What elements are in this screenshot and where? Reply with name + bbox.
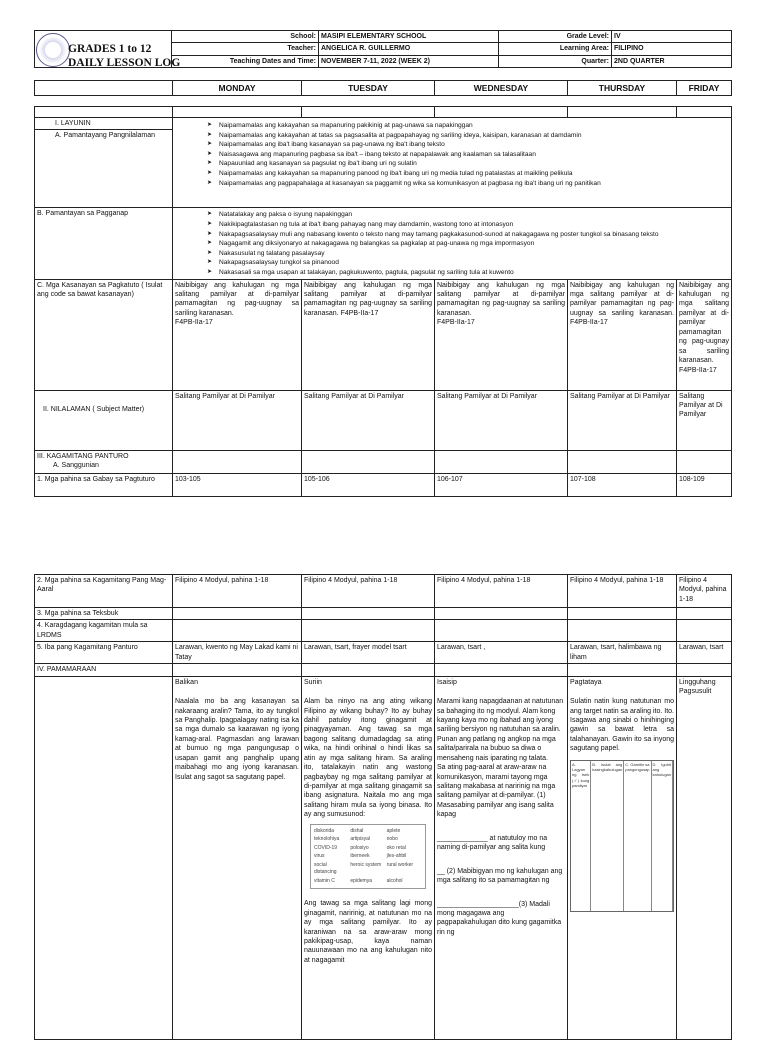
fill-blank-2: __ (2) Mabibigyan mo ng kahulugan ang mga salitang ito sa pamamagitan ng (437, 867, 563, 885)
word-list-box (310, 824, 426, 890)
list-item: ➤ Naipamamalas ang kakayahan at tatas sa pagsasalita at pagpapahayag ng sariling ideya, kaisipan, karanasan at damdamin (219, 131, 729, 141)
area-label: Learning Area: (499, 43, 612, 55)
day-friday: FRIDAY (677, 81, 732, 96)
nilalaman-label: II. NILALAMAN ( Subject Matter) (35, 390, 173, 450)
procedure-text: Ang tawag sa mga salitang lagi mong ginagamit, naririnig, at natutunan mo na ay mga salitang pamilyar. Ito ay karaniwan na sa araw-araw mong pakikipag-usap, kaya naman nauunawaan mo na ang kahulugan nito at nagagamit (304, 900, 432, 964)
teacher-value: ANGELICA R. GUILLERMO (319, 43, 499, 55)
layunin-title: I. LAYUNIN (35, 118, 173, 130)
gabay-friday: 108-109 (677, 473, 732, 496)
iba-monday: Larawan, kwento ng May Lakad kami ni Tatay (173, 642, 302, 664)
list-item: ➤ Naipamamalas ang pagpapahalaga at kasanayan sa paggamit ng wika sa komunikasyon at pagbasa ng iba't ibang uri ng panitikan (219, 179, 729, 189)
content-standards-list (175, 121, 729, 188)
lesson-table-part2 (34, 574, 732, 1040)
word-item: virus (314, 853, 325, 860)
nilalaman-friday: Salitang Pamilyar at Di Pamilyar (677, 390, 732, 450)
competency-text: Naibibigay ang kahulugan ng mga salitang pamilyar at di-pamilyar pamamagitan ng pag-uugnay sa sariling karanasan. (679, 281, 729, 365)
word-item: oko retal (386, 844, 406, 851)
competency-code: F4PB-IIa-17 (340, 309, 379, 317)
list-item: ➤ Nakasusulat ng talatang pasalaysay (219, 249, 729, 259)
list-item: ➤ Nakapagsasalaysay tungkol sa pinanood (219, 258, 729, 268)
competency-code: F4PB-IIa-17 (679, 366, 717, 374)
header-table (34, 30, 732, 68)
lesson-table-part1 (34, 106, 732, 497)
worksheet-col: A. Lagyan ng tsek (✓) kung pamilyar (571, 761, 591, 911)
assessment-worksheet-image (570, 760, 674, 912)
gabay-tuesday: 105-106 (302, 473, 435, 496)
day-monday: MONDAY (173, 81, 302, 96)
list-item: ➤ Naipamamalas ang kakayahan sa mapanuring pakikinig at pag-unawa sa napakinggan (219, 121, 729, 131)
school-value: MASIPI ELEMENTARY SCHOOL (319, 31, 499, 43)
gabay-label: 1. Mga pahina sa Gabay sa Pagtuturo (35, 473, 173, 496)
list-item: ➤ Natatalakay ang paksa o isyung napakinggan (219, 210, 729, 220)
list-item: ➤ Naisasagawa ang mapanuring pagbasa sa iba't – ibang teksto at napapalawak ang kaalaman sa talasalitaan (219, 150, 729, 160)
nilalaman-tuesday: Salitang Pamilyar at Di Pamilyar (302, 390, 435, 450)
kagamitan-label (35, 450, 173, 473)
quarter-label: Quarter: (499, 55, 612, 67)
competency-thursday (568, 279, 677, 390)
competency-text: Naibibigay ang kahulugan ng mga salitang pamilyar at di-pamilyar pamamagitan ng pag-uugnay sa sariling karanasan. (175, 281, 299, 317)
nilalaman-thursday: Salitang Pamilyar at Di Pamilyar (568, 390, 677, 450)
content-standards-label: A. Pamantayang Pangnilalaman (35, 130, 173, 208)
competency-tuesday (302, 279, 435, 390)
worksheet-col: B. Isulat ang kasingkahulugan (591, 761, 624, 911)
procedure-thursday (568, 676, 677, 1039)
fill-blank-3: _____________________(3) Madali mong magagawa ang pagpapakahulugan dito kung gagamitka rin ng (437, 900, 562, 936)
competency-code: F4PB-IIa-17 (175, 319, 213, 327)
gabay-monday: 103-105 (173, 473, 302, 496)
competency-text: Naibibigay ang kahulugan ng mga salitang pamilyar at di-pamilyar pamamagitan ng pag-uugnay sa sariling karanasan. (570, 281, 674, 317)
word-item: COVID-19 (314, 844, 338, 851)
performance-standards-label: B. Pamantayan sa Pagganap (35, 208, 173, 279)
procedure-text: Sa ating pag-aaral at araw-araw na komunikasyon, marami tayong mga salitang makabasa at naririnig na mga salitang pamilyar at di-pamilyar. (1) Masasabing pamilyar ang isang salita kapag (437, 764, 556, 819)
list-item: ➤ Naipamamalas ang kakayahan sa mapanuring panood ng iba't ibang uri ng media tulad ng patalastas at maikling pelikula (219, 169, 729, 179)
procedure-text: Sulatin natin kung natutunan mo ang target natin sa araling ito. Ito. Isagawa ang sinabi o hinihinging gawin sa bawat letra sa talahanayan. Gawin ito sa inyong sagutang papel. (570, 698, 674, 753)
procedure-text: Naalala mo ba ang kasanayan sa nakaraang aralin? Tama, ito ay tungkol sa Panghalip. Ipagpalagay nating isa ka sa mga dumalo sa kaarawan ng iyong kamag-aral. Pagmasdan ang larawan at bumuo ng mga pangungusap o usapan gamit ang panghalip upang maibahagi mo ang iyong karanasan. Isulat ang sagot sa sagutang papel. (175, 698, 299, 781)
word-item: jles-ahbil (386, 853, 407, 860)
grade-label: Grade Level: (499, 31, 612, 43)
word-item: nobo (386, 836, 398, 843)
aaral-label: 2. Mga pahina sa Kagamitang Pang Mag-Aaral (35, 575, 173, 608)
procedure-title: Pagtataya (570, 678, 602, 686)
iba-friday: Larawan, tsart (677, 642, 732, 664)
list-item: ➤ Nakikipagtalastasan ng tula at iba't ibang pahayag nang may damdamin, wastong tono at intonasyon (219, 220, 729, 230)
sanggunian-label: A. Sanggunian (53, 462, 99, 470)
procedure-title: Isaisip (437, 678, 457, 686)
gabay-thursday: 107-108 (568, 473, 677, 496)
competency-code: F4PB-IIa-17 (437, 319, 475, 327)
lrdms-label: 4. Karagdagang kagamitan mula sa LRDMS (35, 620, 173, 642)
log-title-line2: DAILY LESSON LOG (68, 57, 181, 69)
procedure-title: Suriin (304, 678, 322, 686)
aaral-thursday: Filipino 4 Modyul, pahina 1-18 (568, 575, 677, 608)
dates-value: NOVEMBER 7-11, 2022 (WEEK 2) (319, 55, 499, 67)
gabay-wednesday: 106-107 (435, 473, 568, 496)
procedure-wednesday (435, 676, 568, 1039)
procedure-text: Alam ba ninyo na ang ating wikang Filipino ay wikang buhay? Ito ay buhay dahil patuloy itong ginagamit at pinagyayaman. Ang tawag sa mga bagong salitang dumadagdag sa ating wika, na hindi orihinal o hindi likas sa atin ay mga salitang hiram. Sa araling ito, tatalakayin natin ang wastong pagbaybay ng mga salitang pamilyar at di-pamilyar at mga salitang ginagamit sa ibang asignatura. Naitala mo ang mga salitang hiram mula sa iyong binasa. Ito ay ang sumusunod: (304, 698, 432, 819)
competency-monday (173, 279, 302, 390)
word-item: social distancing (314, 861, 337, 876)
word-item: vitamin C (314, 877, 335, 884)
word-item: epidemya (350, 877, 373, 884)
competency-text: Naibibigay ang kahulugan ng mga salitang pamilyar at di-pamilyar pamamagitan ng pag-uugnay sa sariling karanasan. (437, 281, 565, 317)
day-tuesday: TUESDAY (302, 81, 435, 96)
word-item: iberneek (350, 853, 370, 860)
word-item: teknolohiya (314, 836, 340, 843)
procedure-text: Marami kang napagdaanan at natutunan sa bahaging ito ng modyul. Alam kong kayang kaya mo ng ibahad ang iyong sariling bersiyon ng natutuhan sa aralin. Punan ang patlang ng angkop na mga salita/parirala na bubuo sa diwa o mensaheng nais iparating ng talata. (437, 698, 564, 762)
procedure-tuesday (302, 676, 435, 1039)
list-item: ➤ Nakapagsasalaysay muli ang nabasang kwento o teksto nang may tamang pagkakasunod-sunod at nakagagawa ng poster tungkol sa binasang teksto (219, 230, 729, 240)
day-header-row (34, 80, 732, 96)
procedure-title: Balikan (175, 678, 198, 686)
nilalaman-wednesday: Salitang Pamilyar at Di Pamilyar (435, 390, 568, 450)
day-wednesday: WEDNESDAY (435, 81, 568, 96)
competencies-label: C. Mga Kasanayan sa Pagkatuto ( Isulat ang code sa bawat kasanayan) (35, 279, 173, 390)
procedure-monday (173, 676, 302, 1039)
competency-text: Naibibigay ang kahulugan ng mga salitang pamilyar at di-pamilyar pamamagitan ng pag-uugnay sa sariling karanasan. (304, 281, 432, 317)
list-item: ➤ Nakasasali sa mga usapan at talakayan, pagkukuwento, pagtula, pagsulat ng sariling tula at kuwento (219, 268, 729, 278)
list-item: ➤ Nagagamit ang diksiyonaryo at nakagagawa ng balangkas sa pagkalap at pag-unawa ng mga impormasyon (219, 239, 729, 249)
list-item: ➤ Naipamamalas ang iba't ibang kasanayan sa pag-unawa ng iba't ibang teksto (219, 140, 729, 150)
iba-thursday: Larawan, tsart, halimbawa ng liham (568, 642, 677, 664)
competency-friday (677, 279, 732, 390)
competency-code: F4PB-IIa-17 (570, 319, 608, 327)
aaral-wednesday: Filipino 4 Modyul, pahina 1-18 (435, 575, 568, 608)
school-label: School: (172, 31, 319, 43)
quarter-value: 2ND QUARTER (612, 55, 732, 67)
word-item: aplete (386, 827, 401, 834)
word-item: heroic system (350, 861, 382, 868)
iba-wednesday: Larawan, tsart , (435, 642, 568, 664)
procedure-friday (677, 676, 732, 1039)
list-item: ➤ Napauunlad ang kasanayan sa pagsulat ng iba't ibang uri ng sulatin (219, 159, 729, 169)
word-item: diskorida (314, 827, 335, 834)
competency-wednesday (435, 279, 568, 390)
iba-tuesday: Larawan, tsart, frayer model tsart (302, 642, 435, 664)
word-item: alcohol (386, 877, 403, 884)
kagamitan-title: III. KAGAMITANG PANTURO (37, 452, 129, 460)
aaral-tuesday: Filipino 4 Modyul, pahina 1-18 (302, 575, 435, 608)
aaral-monday: Filipino 4 Modyul, pahina 1-18 (173, 575, 302, 608)
performance-standards-list (175, 210, 729, 277)
nilalaman-monday: Salitang Pamilyar at Di Pamilyar (173, 390, 302, 450)
word-item: rural worker (386, 861, 414, 868)
pamamaraan-label: IV. PAMAMARAAN (35, 664, 173, 676)
log-title-line1: GRADES 1 to 12 (68, 43, 152, 55)
word-item: dishal (350, 827, 364, 834)
word-item: artipisyal (350, 836, 371, 843)
grade-value: IV (612, 31, 732, 43)
area-value: FILIPINO (612, 43, 732, 55)
procedure-title: Lingguhang Pagsusulit (679, 678, 716, 696)
word-item: polosiyo (350, 844, 369, 851)
fill-blank-1: _____________ at natutuloy mo na naming di-pamilyar ang salita kung (437, 834, 548, 852)
teksbuk-label: 3. Mga pahina sa Teksbuk (35, 608, 173, 620)
worksheet-col: D. Iguhit ang kahulugan (652, 761, 673, 911)
dates-label: Teaching Dates and Time: (172, 55, 319, 67)
worksheet-col: C. Gamitin sa pangungusap (624, 761, 651, 911)
worksheet-table (570, 760, 674, 912)
aaral-friday: Filipino 4 Modyul, pahina 1-18 (677, 575, 732, 608)
day-thursday: THURSDAY (568, 81, 677, 96)
iba-label: 5. Iba pang Kagamitang Panturo (35, 642, 173, 664)
teacher-label: Teacher: (172, 43, 319, 55)
